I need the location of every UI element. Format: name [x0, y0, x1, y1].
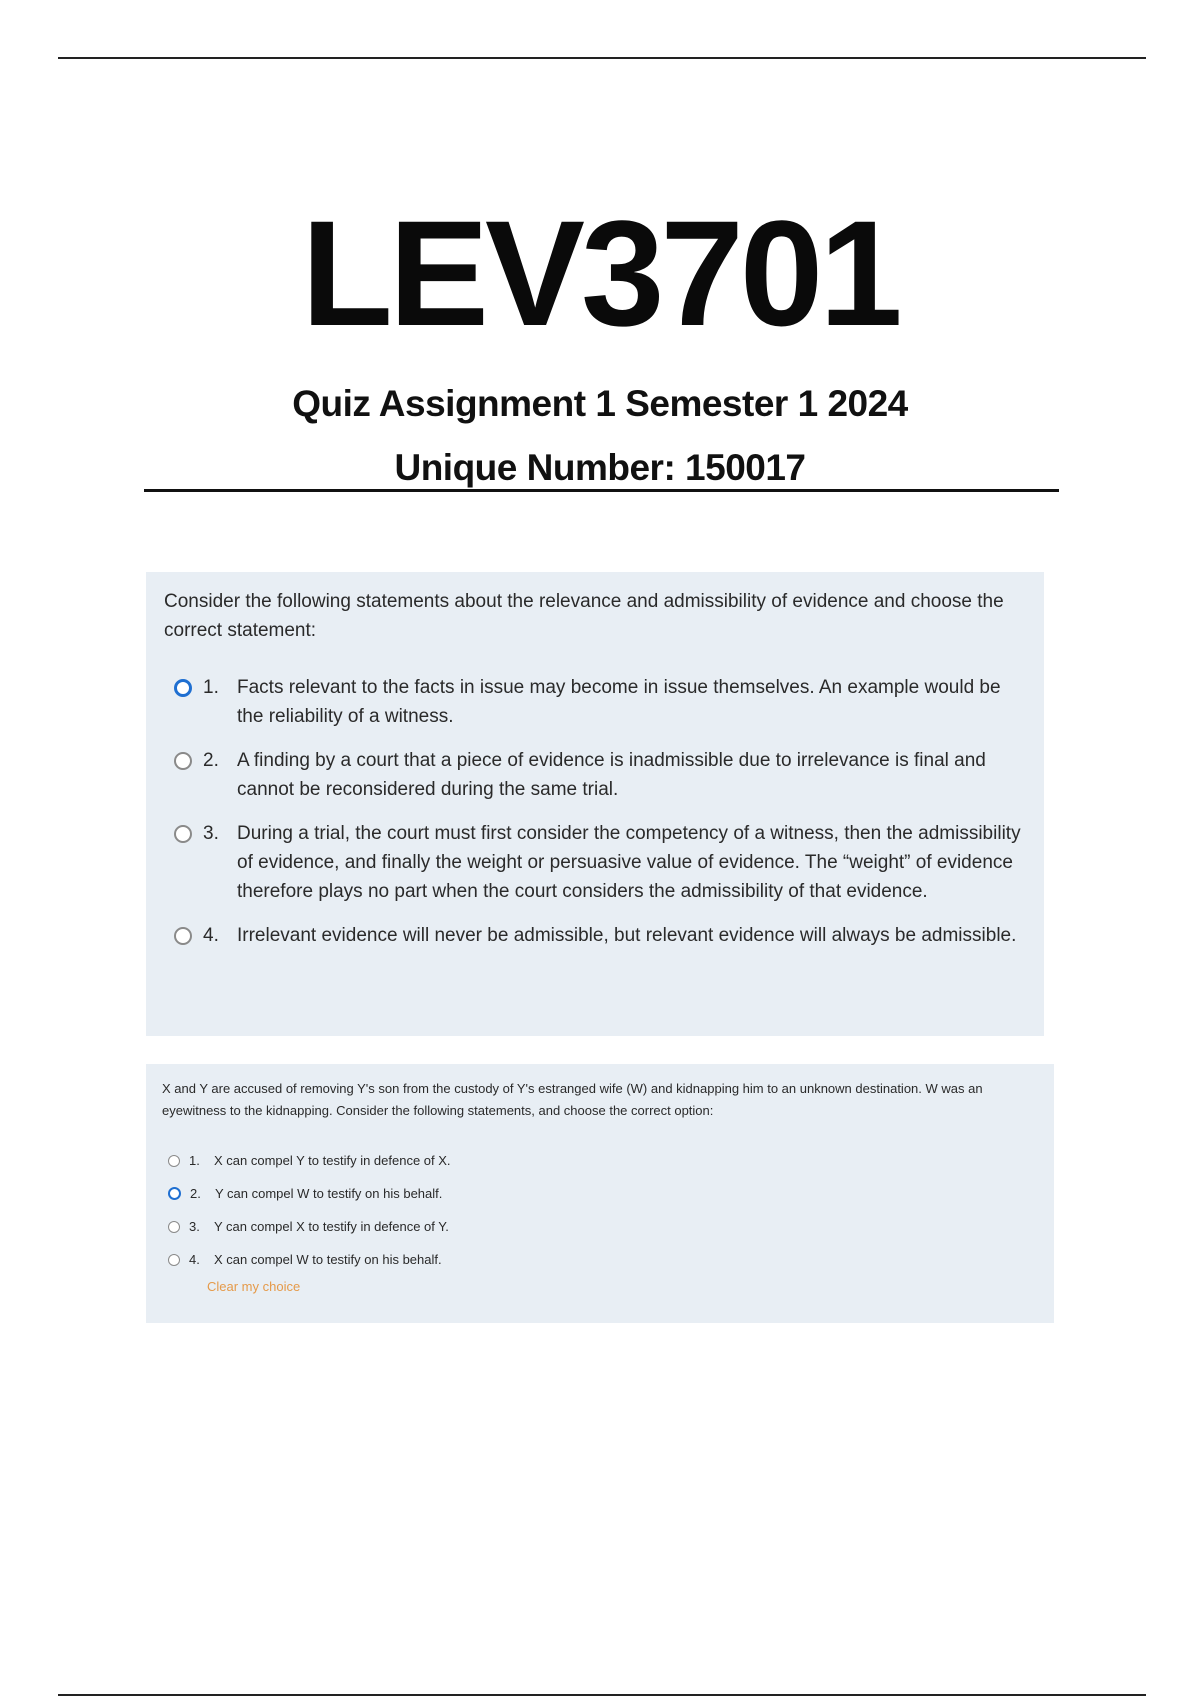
option-number: 3.	[203, 823, 219, 844]
radio-unselected-icon[interactable]	[168, 1254, 180, 1266]
option-number: 3.	[189, 1219, 200, 1234]
course-code-title: LEV3701	[301, 189, 899, 357]
radio-unselected-icon[interactable]	[168, 1155, 180, 1167]
option-number: 1.	[189, 1153, 200, 1168]
option-text: Y can compel W to testify on his behalf.	[215, 1186, 443, 1201]
option-number: 4.	[189, 1252, 200, 1267]
question-card-2	[146, 1064, 1054, 1323]
title-underline	[144, 489, 1059, 492]
option-text: X can compel W to testify on his behalf.	[214, 1252, 442, 1267]
option-text: Y can compel X to testify in defence of Y.	[214, 1219, 449, 1234]
question-2-option-2[interactable]	[162, 1177, 1038, 1210]
option-number: 2.	[203, 750, 219, 771]
question-1-option-4[interactable]	[164, 921, 1026, 950]
top-rule	[58, 57, 1146, 59]
option-text: Facts relevant to the facts in issue may become in issue themselves. An example would be the reliability of a witness.	[237, 677, 1001, 727]
question-1-option-1[interactable]	[164, 673, 1026, 731]
question-1-option-2[interactable]	[164, 746, 1026, 804]
radio-selected-icon[interactable]	[174, 679, 192, 697]
option-text: X can compel Y to testify in defence of X.	[214, 1153, 451, 1168]
clear-choice-link[interactable]: Clear my choice	[207, 1279, 301, 1294]
assignment-title: Quiz Assignment 1 Semester 1 2024	[292, 383, 908, 424]
option-text: A finding by a court that a piece of evidence is inadmissible due to irrelevance is final and cannot be reconsidered during the same trial.	[237, 750, 986, 800]
radio-unselected-icon[interactable]	[174, 927, 192, 945]
radio-selected-icon[interactable]	[168, 1187, 181, 1200]
question-2-option-4[interactable]	[162, 1243, 1038, 1276]
option-text: Irrelevant evidence will never be admissible, but relevant evidence will always be admissible.	[237, 925, 1017, 946]
question-2-option-1[interactable]	[162, 1144, 1038, 1177]
bottom-rule	[58, 1694, 1146, 1696]
question-2-prompt: X and Y are accused of removing Y's son from the custody of Y's estranged wife (W) and kidnapping him to an unknown destination. W was an eyewitness to the kidnapping. Consider the following statements, and choose the correct option:	[162, 1081, 983, 1118]
radio-unselected-icon[interactable]	[168, 1221, 180, 1233]
option-number: 4.	[203, 925, 219, 946]
question-1-option-3[interactable]	[164, 819, 1026, 906]
option-text: During a trial, the court must first consider the competency of a witness, then the admissibility of evidence, and finally the weight or persuasive value of evidence. The “weight” of evidence therefore plays no part when the court considers the admissibility of that evidence.	[237, 823, 1021, 902]
question-1-prompt: Consider the following statements about the relevance and admissibility of evidence and choose the correct statement:	[164, 591, 1004, 641]
radio-unselected-icon[interactable]	[174, 825, 192, 843]
option-number: 2.	[190, 1186, 201, 1201]
radio-unselected-icon[interactable]	[174, 752, 192, 770]
unique-number: Unique Number: 150017	[394, 447, 806, 488]
option-number: 1.	[203, 677, 219, 698]
question-2-option-3[interactable]	[162, 1210, 1038, 1243]
question-card-1	[146, 572, 1044, 1036]
